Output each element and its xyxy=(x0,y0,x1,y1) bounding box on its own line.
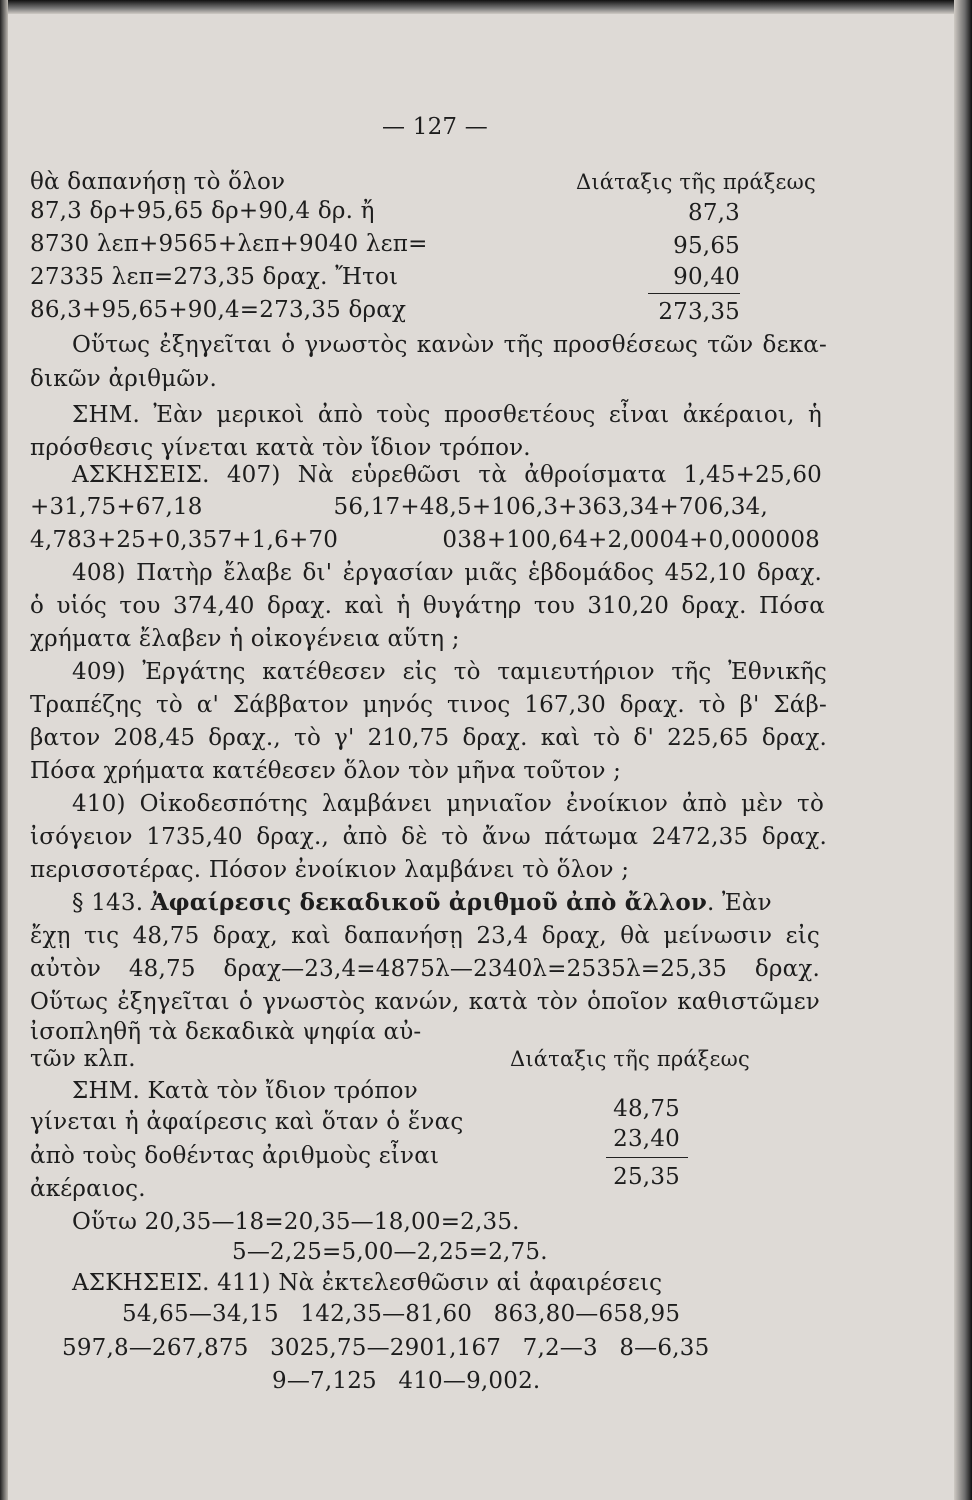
section-line: ἔχῃ τις 48,75 δραχ, καὶ δαπανήσῃ 23,4 δραχ, θὰ μείνωσιν εἰς xyxy=(30,923,820,949)
section-143-heading-line xyxy=(72,888,772,918)
exercise-408-line: 408) Πατὴρ ἔλαβε δι' ἐργασίαν μιᾶς ἑβδομάδος 452,10 δραχ. xyxy=(72,560,822,586)
exercise-411-line: 54,65—34,15 142,35—81,60 863,80—658,95 xyxy=(122,1301,681,1327)
example-line: 8730 λεπ+9565+λεπ+9040 λεπ= xyxy=(30,231,428,257)
exercise-407-line: +31,75+67,18 56,17+48,5+106,3+363,34+706,34, xyxy=(30,494,768,520)
example-line: 86,3+95,65+90,4=273,35 δραχ xyxy=(30,297,407,323)
example-line: 5—2,25=5,00—2,25=2,75. xyxy=(232,1239,548,1265)
example-line: 87,3 δρ+95,65 δρ+90,4 δρ. ἤ xyxy=(30,198,375,224)
exercise-408-line: χρήματα ἔλαβεν ἡ οἰκογένεια αὕτη ; xyxy=(30,626,460,652)
layout-title: Διάταξις τῆς πράξεως xyxy=(510,1047,750,1071)
page-number: — 127 — xyxy=(382,114,488,140)
paragraph-line: Οὕτως ἐξηγεῖται ὁ γνωστὸς κανὼν τῆς προσθέσεως τῶν δεκα- xyxy=(72,332,827,358)
difference-rule xyxy=(606,1157,688,1158)
layout-value: 87,3 xyxy=(687,200,740,226)
page-edge-top xyxy=(0,0,972,14)
example-line: Οὕτω 20,35—18=20,35—18,00=2,35. xyxy=(72,1209,520,1235)
exercise-409-line: 409) Ἐργάτης κατέθεσεν εἰς τὸ ταμιευτήριον τῆς Ἐθνικῆς xyxy=(72,659,827,685)
section-line: Οὕτως ἐξηγεῖται ὁ γνωστὸς κανών, κατὰ τὸν ὁποῖον καθιστῶμεν xyxy=(30,989,820,1015)
layout-difference: 25,35 xyxy=(613,1164,680,1190)
exercise-411-line: 597,8—267,875 3025,75—2901,167 7,2—3 8—6,35 xyxy=(62,1335,710,1361)
exercise-408-line: ὁ υἱός του 374,40 δραχ. καὶ ἡ θυγάτηρ του 310,20 δραχ. Πόσα xyxy=(30,593,825,619)
exercise-410-line: περισσοτέρας. Πόσον ἐνοίκιον λαμβάνει τὸ ὅλον ; xyxy=(30,857,630,883)
exercise-407-line: 4,783+25+0,357+1,6+70 038+100,64+2,0004+0,000008 xyxy=(30,527,820,553)
exercise-409-line: Πόσα χρήματα κατέθεσεν ὅλον τὸν μῆνα τοῦτον ; xyxy=(30,758,622,784)
note-line: γίνεται ἡ ἀφαίρεσις καὶ ὅταν ὁ ἕνας xyxy=(30,1109,464,1135)
layout-minuend: 48,75 xyxy=(613,1096,680,1122)
exercise-407-line: ΑΣΚΗΣΕΙΣ. 407) Νὰ εὑρεθῶσι τὰ ἀθροίσματα 1,45+25,60 xyxy=(72,462,822,488)
paragraph-line: δικῶν ἀριθμῶν. xyxy=(30,366,218,392)
sum-rule xyxy=(648,293,740,294)
section-number: § 143. xyxy=(72,890,144,916)
exercise-410-line: ἰσόγειον 1735,40 δραχ., ἀπὸ δὲ τὸ ἄνω πάτωμα 2472,35 δραχ. xyxy=(30,824,827,850)
layout-value: 95,65 xyxy=(673,233,740,259)
example-line: θὰ δαπανήσῃ τὸ ὅλον xyxy=(30,169,286,195)
exercise-409-line: Τραπέζης τὸ α' Σάββατον μηνός τινος 167,30 δραχ. τὸ β' Σάβ- xyxy=(30,692,827,718)
note-line: πρόσθεσις γίνεται κατὰ τὸν ἴδιον τρόπον. xyxy=(30,435,531,461)
section-line: τῶν κλπ. xyxy=(30,1046,136,1072)
section-line: ἰσοπληθῆ τὰ δεκαδικὰ ψηφία αὐ- xyxy=(30,1019,422,1045)
section-heading-tail: . Ἐὰν xyxy=(707,890,772,916)
page-edge-left xyxy=(0,0,8,1500)
example-line: 27335 λεπ=273,35 δραχ. Ἤτοι xyxy=(30,264,399,290)
exercise-409-line: βατον 208,45 δραχ., τὸ γ' 210,75 δραχ. καὶ τὸ δ' 225,65 δραχ. xyxy=(30,725,827,751)
note-line: ἀπὸ τοὺς δοθέντας ἀριθμοὺς εἶναι xyxy=(30,1143,440,1169)
layout-total: 273,35 xyxy=(658,299,740,325)
layout-value: 90,40 xyxy=(673,264,740,290)
page-edge-right xyxy=(954,0,972,1500)
layout-title: Διάταξις τῆς πράξεως xyxy=(576,170,816,194)
exercise-411-line: ΑΣΚΗΣΕΙΣ. 411) Νὰ ἐκτελεσθῶσιν αἱ ἀφαιρέσεις xyxy=(72,1270,663,1296)
section-heading: Ἀφαίρεσις δεκαδικοῦ ἀριθμοῦ ἀπὸ ἄλλον xyxy=(150,889,708,916)
section-line: αὐτὸν 48,75 δραχ—23,4=4875λ—2340λ=2535λ=25,35 δραχ. xyxy=(30,956,820,982)
note-line: ΣΗΜ. Κατὰ τὸν ἴδιον τρόπον xyxy=(72,1078,418,1104)
exercise-411-line: 9—7,125 410—9,002. xyxy=(272,1368,541,1394)
layout-subtrahend: 23,40 xyxy=(613,1126,680,1152)
note-line: ἀκέραιος. xyxy=(30,1176,146,1202)
exercise-410-line: 410) Οἰκοδεσπότης λαμβάνει μηνιαῖον ἐνοίκιον ἀπὸ μὲν τὸ xyxy=(72,791,824,817)
note-line: ΣΗΜ. Ἐὰν μερικοὶ ἀπὸ τοὺς προσθετέους εἶναι ἀκέραιοι, ἡ xyxy=(72,402,822,428)
